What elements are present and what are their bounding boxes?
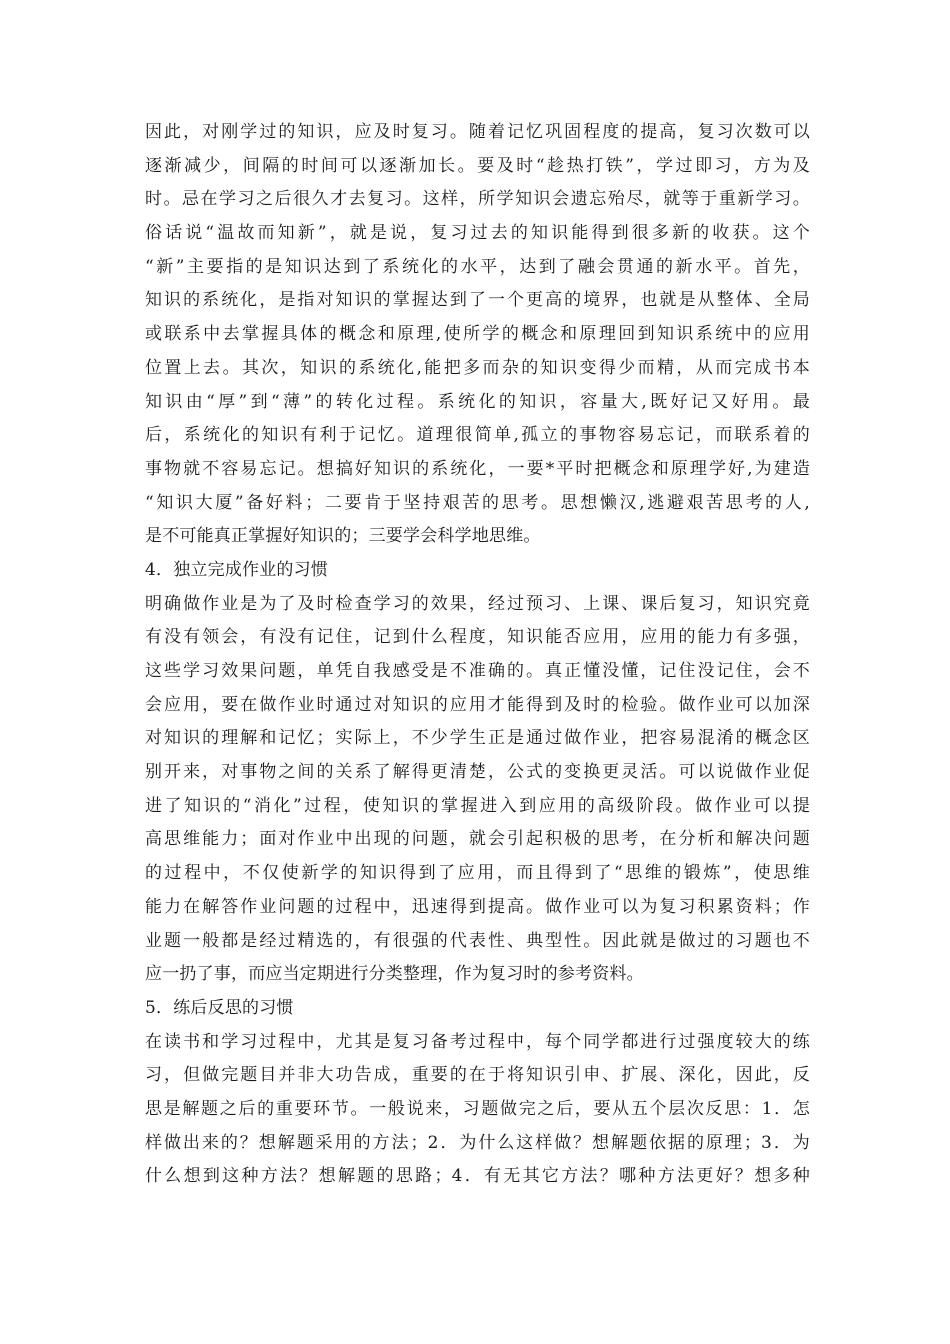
text-line: 位置上去。其次，知识的系统化,能把多而杂的知识变得少而精，从而完成书本 — [145, 357, 810, 378]
text-line: 习，但做完题目并非大功告成，重要的在于将知识引申、扩展、深化，因此，反 — [145, 1065, 810, 1086]
text-line: 别开来，对事物之间的关系了解得更清楚，公式的变换更灵活。可以说做作业促 — [145, 762, 810, 783]
text-line: 思是解题之后的重要环节。一般说来，习题做完之后，要从五个层次反思：1．怎 — [145, 1098, 810, 1119]
text-line: 在读书和学习过程中，尤其是复习备考过程中，每个同学都进行过强度较大的练 — [145, 1031, 810, 1052]
text-line: 能力在解答作业问题的过程中，迅速得到提高。做作业可以为复习积累资料；作 — [145, 896, 810, 917]
text-line: 的过程中，不仅使新学的知识得到了应用，而且得到了“思维的锻炼”，使思维 — [145, 863, 810, 884]
document-body — [145, 116, 810, 1194]
text-line: 进了知识的“消化”过程，使知识的掌握进入到应用的高级阶段。做作业可以提 — [145, 795, 810, 816]
text-line: 后，系统化的知识有利于记忆。道理很简单,孤立的事物容易忘记，而联系着的 — [145, 425, 810, 446]
text-line: 事物就不容易忘记。想搞好知识的系统化，一要*平时把概念和原理学好,为建造 — [145, 458, 810, 479]
section-heading: 4．独立完成作业的习惯 — [145, 559, 329, 580]
text-line: 知识由“厚”到“薄”的转化过程。系统化的知识，容量大,既好记又好用。最 — [145, 391, 810, 412]
text-line: 什么想到这种方法？想解题的思路；4．有无其它方法？哪种方法更好？想多种 — [145, 1166, 810, 1187]
text-line: “新”主要指的是知识达到了系统化的水平，达到了融会贯通的新水平。首先， — [145, 256, 810, 277]
text-line: 对知识的理解和记忆；实际上，不少学生正是通过做作业，把容易混淆的概念区 — [145, 728, 810, 749]
text-line: 因此，对刚学过的知识，应及时复习。随着记忆巩固程度的提高，复习次数可以 — [145, 122, 810, 142]
text-line: 样做出来的？想解题采用的方法；2．为什么这样做？想解题依据的原理；3．为 — [145, 1132, 810, 1153]
text-line: 这些学习效果问题，单凭自我感受是不准确的。真正懂没懂，记住没记住，会不 — [145, 661, 810, 681]
text-line: 高思维能力；面对作业中出现的问题，就会引起积极的思考，在分析和解决问题 — [145, 829, 810, 850]
text-line: 会应用，要在做作业时通过对知识的应用才能得到及时的检验。做作业可以加深 — [145, 694, 810, 715]
section-heading: 5．练后反思的习惯 — [145, 997, 294, 1018]
text-line: 时。忌在学习之后很久才去复习。这样，所学知识会遗忘殆尽，就等于重新学习。 — [145, 189, 810, 210]
text-line: 知识的系统化，是指对知识的掌握达到了一个更高的境界，也就是从整体、全局 — [145, 290, 810, 311]
text-line: 业题一般都是经过精选的，有很强的代表性、典型性。因此就是做过的习题也不 — [145, 930, 810, 951]
text-line: 应一扔了事，而应当定期进行分类整理，作为复习时的参考资料。 — [145, 964, 644, 985]
text-line: 俗话说“温故而知新”，就是说，复习过去的知识能得到很多新的收获。这个 — [145, 223, 810, 244]
text-line: 是不可能真正掌握好知识的；三要学会科学地思维。 — [145, 526, 541, 547]
text-line: 有没有领会，有没有记住，记到什么程度，知识能否应用，应用的能力有多强， — [145, 627, 810, 648]
text-line: 逐渐减少，间隔的时间可以逐渐加长。要及时“趁热打铁”，学过即习，方为及 — [145, 155, 810, 176]
text-line: “知识大厦”备好料；二要肯于坚持艰苦的思考。思想懒汉,逃避艰苦思考的人, — [145, 492, 810, 513]
text-line: 或联系中去掌握具体的概念和原理,使所学的概念和原理回到知识系统中的应用 — [145, 324, 810, 345]
text-line: 明确做作业是为了及时检查学习的效果，经过预习、上课、课后复习，知识究竟 — [145, 593, 810, 614]
